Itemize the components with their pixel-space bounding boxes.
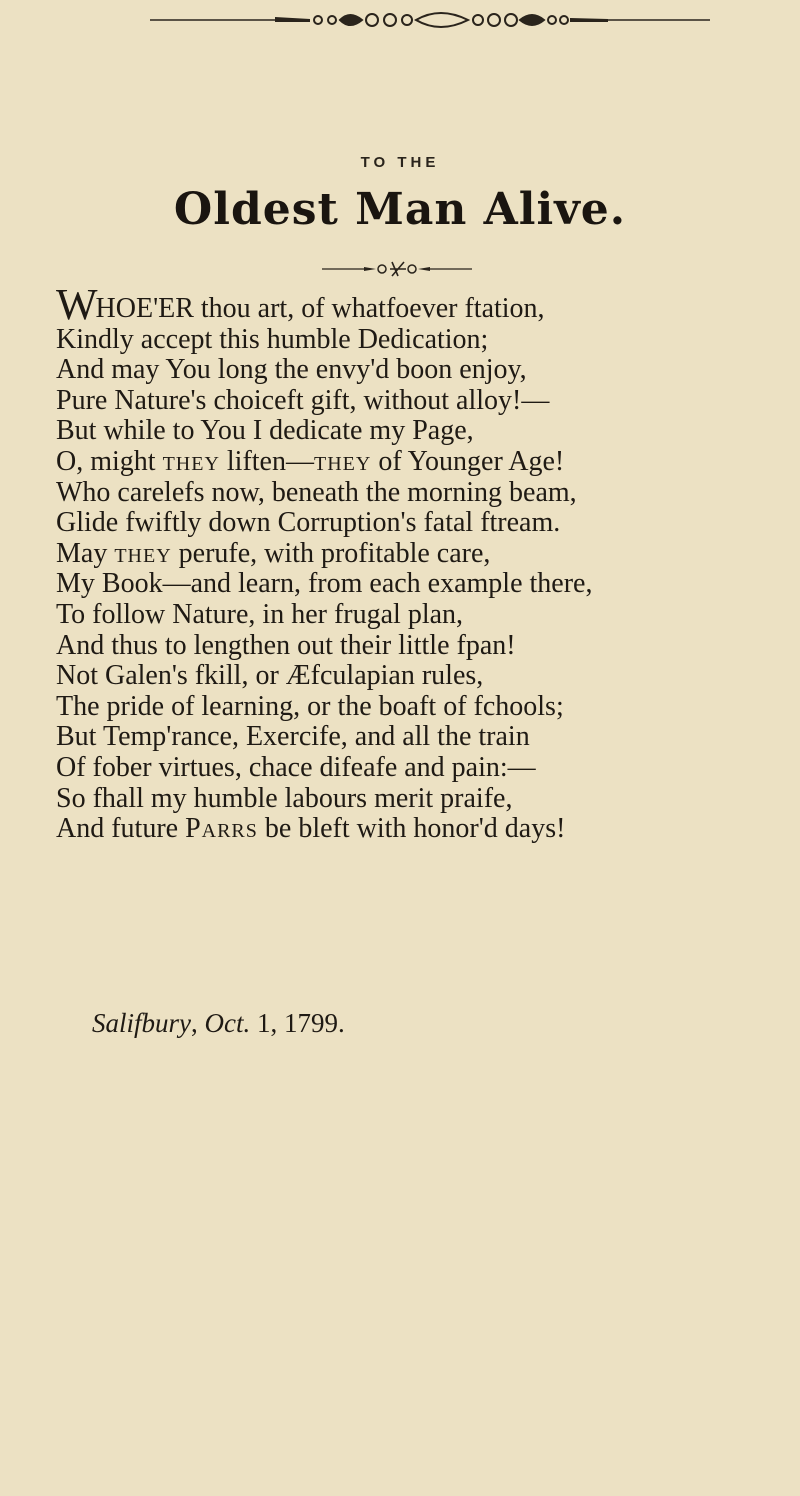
poem-line-7: Who carelefs now, beneath the morning beam, bbox=[56, 476, 577, 508]
poem-line-15: But Temp'rance, Exercife, and all the train bbox=[56, 721, 530, 753]
signature-place: Salifbury bbox=[92, 1008, 191, 1038]
signature-dateline bbox=[92, 1008, 345, 1039]
poem-line-16: Of fober virtues, chace difeafe and pain:— bbox=[56, 751, 536, 783]
dedication-poem bbox=[56, 280, 776, 845]
ornamental-rule-top bbox=[150, 0, 710, 40]
poem-line-11: To follow Nature, in her frugal plan, bbox=[56, 598, 464, 630]
dedication-title: Oldest Man Alive. bbox=[173, 184, 627, 235]
poem-line-12: And thus to lengthen out their little fpan! bbox=[56, 629, 516, 661]
small-caps-word: they bbox=[114, 537, 172, 569]
signature-date: 1, 1799. bbox=[250, 1008, 345, 1038]
poem-line-3: And may You long the envy'd boon enjoy, bbox=[56, 354, 527, 386]
poem-line-18 bbox=[56, 814, 776, 845]
poem-line-13: Not Galen's fkill, or Æfculapian rules, bbox=[56, 660, 484, 692]
line-fragment: O, might bbox=[56, 445, 163, 477]
poem-line-9 bbox=[56, 539, 776, 570]
line-fragment: of Younger Age! bbox=[371, 445, 565, 477]
line-fragment: May bbox=[56, 537, 115, 569]
poem-line-1 bbox=[56, 280, 776, 329]
poem-line-5: But while to You I dedicate my Page, bbox=[56, 415, 474, 447]
signature-separator: , bbox=[191, 1008, 205, 1038]
poem-line-text: HOE'ER thou art, of whatfoever ftation, bbox=[95, 293, 545, 324]
signature-month: Oct. bbox=[204, 1008, 251, 1038]
poem-line-4: Pure Nature's choiceft gift, without alloy!— bbox=[56, 384, 550, 416]
poem-line-14: The pride of learning, or the boaft of fchools; bbox=[56, 690, 564, 722]
poem-line-8: Glide fwiftly down Corruption's fatal ftream. bbox=[56, 507, 561, 539]
line-fragment: perufe, with profitable care, bbox=[171, 537, 491, 569]
poem-line-10: My Book—and learn, from each example there, bbox=[56, 568, 593, 600]
small-caps-word: Parrs bbox=[185, 813, 258, 845]
line-fragment: And future bbox=[56, 813, 186, 845]
small-caps-word: they bbox=[313, 445, 372, 477]
small-caps-word: they bbox=[162, 445, 220, 477]
line-fragment: be bleft with honor'd days! bbox=[257, 813, 566, 845]
drop-cap-letter: W bbox=[56, 280, 96, 329]
poem-line-17: So fhall my humble labours merit praife, bbox=[56, 782, 513, 814]
poem-line-2: Kindly accept this humble Dedication; bbox=[56, 323, 489, 355]
line-fragment: liften— bbox=[219, 445, 314, 477]
dedication-preface: TO THE bbox=[360, 154, 440, 171]
poem-line-6 bbox=[56, 447, 776, 478]
ornamental-rule-small bbox=[322, 258, 472, 280]
